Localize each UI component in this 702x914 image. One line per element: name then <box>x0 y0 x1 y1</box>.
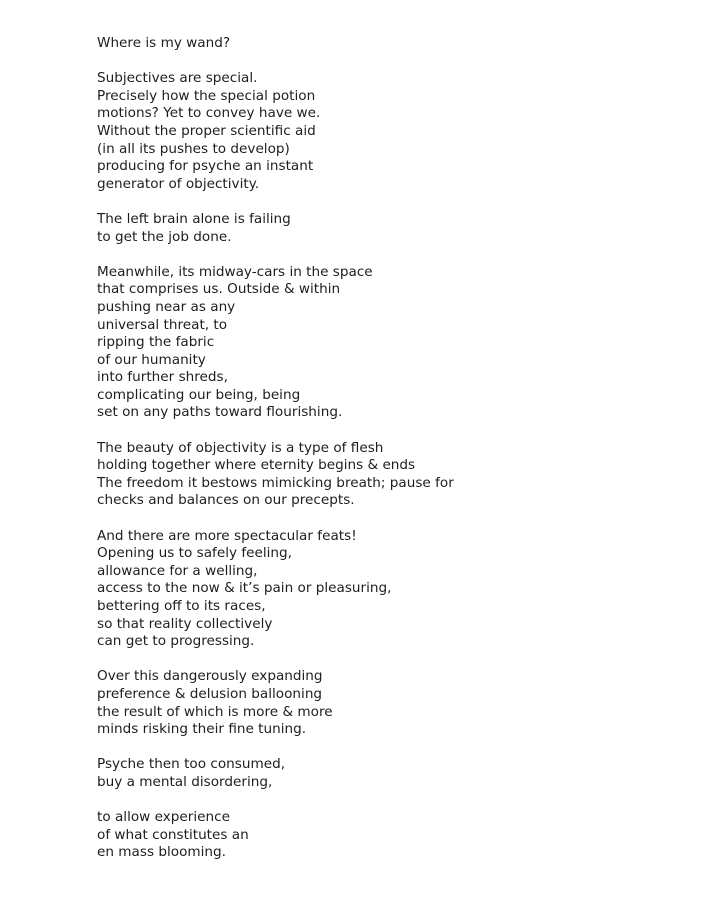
poem-line: can get to progressing. <box>97 633 255 650</box>
poem-title: Where is my wand? <box>97 35 231 51</box>
stanza-gap <box>97 651 677 669</box>
poem-line: motions? Yet to convey have we. <box>97 105 321 122</box>
poem-line: of our humanity <box>97 351 206 368</box>
stanza-gap <box>97 246 677 264</box>
stanza-7 <box>97 756 677 791</box>
poem-line: bettering off to its races, <box>97 598 266 614</box>
poem-line: allowance for a welling, <box>97 562 258 579</box>
stanza-3 <box>97 264 677 422</box>
poem-line: pushing near as any <box>97 298 236 315</box>
poem-line: ripping the fabric <box>97 334 215 351</box>
poem-line: to allow experience <box>97 809 230 826</box>
poem-line: Subjectives are special. <box>97 70 258 87</box>
poem-line: Without the proper scientific aid <box>97 122 316 139</box>
stanza-6 <box>97 668 677 738</box>
stanza-gap <box>97 422 677 440</box>
poem-line: of what constitutes an <box>97 826 249 843</box>
poem-line: set on any paths toward flourishing. <box>97 404 343 421</box>
poem-line: The left brain alone is failing <box>97 210 291 227</box>
poem-line: preference & delusion ballooning <box>97 685 323 702</box>
poem-line: (in all its pushes to develop) <box>97 140 290 157</box>
poem-line: And there are more spectacular feats! <box>97 527 357 544</box>
poem-line: so that reality collectively <box>97 615 273 632</box>
stanza-gap <box>97 53 677 71</box>
poem-line: checks and balances on our precepts. <box>97 492 355 509</box>
poem-line: the result of which is more & more <box>97 703 333 720</box>
poem-line: to get the job done. <box>97 228 232 245</box>
poem-line: holding together where eternity begins & ends <box>97 457 416 474</box>
poem-line: access to the now & it’s pain or pleasuring, <box>97 580 392 597</box>
poem-line: generator of objectivity. <box>97 175 260 192</box>
stanza-gap <box>97 510 677 528</box>
poem-line: buy a mental disordering, <box>97 773 273 790</box>
poem-line: universal threat, to <box>97 316 228 333</box>
poem-line: Meanwhile, its midway-cars in the space <box>97 263 373 280</box>
poem-line: into further shreds, <box>97 369 228 386</box>
stanza-gap <box>97 193 677 211</box>
poem-line: Psyche then too consumed, <box>97 756 286 773</box>
poem-line: Opening us to safely feeling, <box>97 545 292 562</box>
stanza-gap <box>97 739 677 757</box>
poem-line: Precisely how the special potion <box>97 87 316 104</box>
poem-line: The beauty of objectivity is a type of flesh <box>97 439 384 456</box>
stanza-2 <box>97 211 677 246</box>
stanza-5 <box>97 528 677 651</box>
poem-body <box>97 35 677 862</box>
stanza-4 <box>97 440 677 510</box>
stanza-gap <box>97 792 677 810</box>
stanza-8 <box>97 809 677 862</box>
poem-line: The freedom it bestows mimicking breath; pause for <box>97 474 454 491</box>
poem-line: producing for psyche an instant <box>97 158 314 175</box>
poem-line: minds risking their fine tuning. <box>97 721 307 738</box>
poem-line: en mass blooming. <box>97 844 226 861</box>
stanza-1 <box>97 70 677 193</box>
poem-line: complicating our being, being <box>97 386 301 403</box>
poem-line: Over this dangerously expanding <box>97 668 323 685</box>
poem-line: that comprises us. Outside & within <box>97 281 341 298</box>
